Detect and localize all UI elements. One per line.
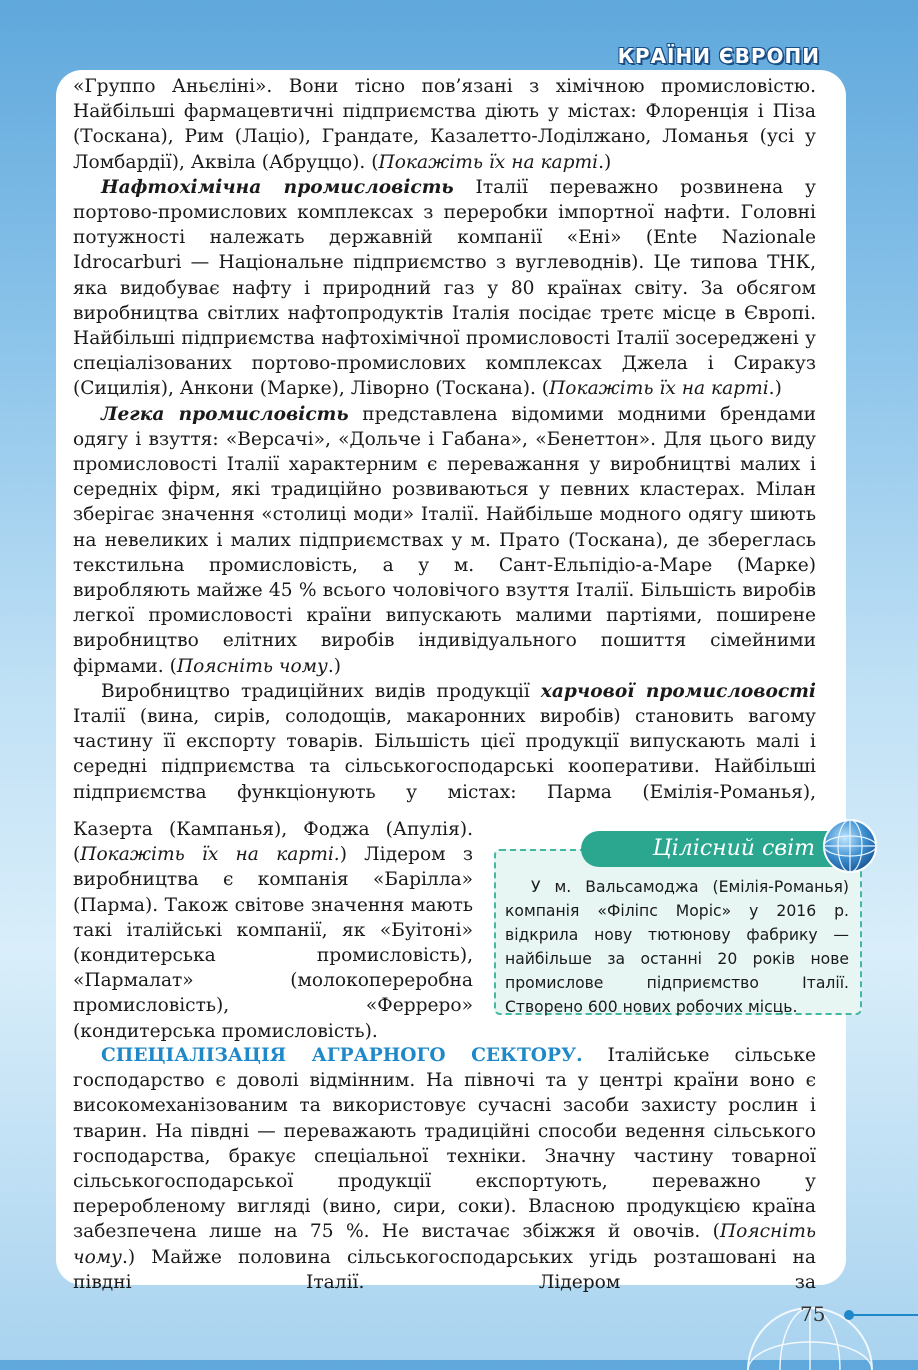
paragraph-pharma: «Группо Аньєліні». Вони тісно пов’язані з хімічною промисловістю. Найбільші фармацевтичні підприємства діють у містах: Флоренція і Піза (Тоскана), Рим (Лаціо), Грандате, Казалетто-Лоділжано, Ломанья (усі у Ломбардії), Аквіла (Абруццо). (Покажіть їх на карті.) — [73, 76, 816, 173]
agrarian-text — [73, 1043, 816, 1295]
sidebar-text: У м. Вальсамоджа (Емілія-Романья) компанія «Філіпс Моріс» у 2016 р. відкрила нову тютюнову фабрику — найбільше за останні 20 років нове промислове підприємство Італії. Створено 600 нових робочих місць. — [505, 878, 849, 1016]
paragraph-light-industry: Легка промисловість представлена відомими модними брендами одягу і взуття: «Версачі», «Дольче і Габана», «Бенеттон». Для цього виду промисловості Італії характерним є переважання у виробництві малих і середніх фірм, які традиційно розвиваються у певних кластерах. Мілан зберігає значення «столиці моди» Італії. Найбільше модного одягу шиють на невеликих і малих підприємствах у м. Прато (Тоскана), де збереглась текстильна промисловість, а у м. Сант-Ельпідіо-а-Маре (Марке) виробляють майже 45 % всього чоловічого взуття Італії. Більшість виробів легкої промисловості країни випускають малими партіями, поширене виробництво елітних виробів індивідуального пошиття сімейними фірмами. (Поясніть чому.) — [73, 403, 816, 677]
page-number: 75 — [800, 1302, 826, 1326]
food-industry-column: Казерта (Кампанья), Фоджа (Апулія). (Покажіть їх на карті.) Лідером з виробництва є компанія «Барілла» (Парма). Також світове значення мають такі італійські компанії, як «Буітоні» (кондитерська промисловість), «Пармалат» (молокопереробна промисловість), «Ферреро» (кондитерська промисловість). — [73, 819, 473, 1042]
section-title: КРАЇНИ ЄВРОПИ — [617, 44, 820, 68]
paragraph-food-industry: Виробництво традиційних видів продукції харчової промисловості Італії (вина, сирів, солодощів, макаронних виробів) становить вагому частину її експорту товарів. Більшість цієї продукції випускають малі і середні підприємства та сільськогосподарські кооперативи. Найбільші підприємства функціонують у містах: Парма (Емілія-Романья), — [73, 680, 816, 803]
sidebar-title: Цілісний світ — [581, 831, 843, 867]
globe-icon — [822, 818, 878, 874]
page-marker-line — [852, 1314, 918, 1316]
main-text — [73, 74, 816, 805]
paragraph-agrarian: СПЕЦІАЛІЗАЦІЯ АГРАРНОГО СЕКТОРУ. Італійське сільське господарство є доволі відмінним. На півночі та у центрі країни воно є високомеханізованим та використовує сучасні засоби захисту рослин і тварин. На півдні — переважають традиційні способи ведення сільського господарства, бракує спеціальної техніки. Значну частину товарної сільськогосподарської продукції експортують, переважно у переробленому вигляді (вино, сири, соки). Власною продукцією країна забезпечена лише на 75 %. Не вистачає збіжжя й овочів. (Поясніть чому.) Майже половина сільськогосподарських угідь розташовані на півдні Італії. Лідером за — [73, 1045, 817, 1293]
paragraph-petrochemical: Нафтохімічна промисловість Італії переважно розвинена у портово-промислових комплексах з переробки імпортної нафти. Головні потужності належать державній компанії «Ені» (Ente Nazionale Idrocarburi — Національне підприємство з вуглеводнів). Це типова ТНК, яка видобуває нафту і природний газ у 80 країнах світу. За обсягом виробництва світлих нафтопродуктів Італія посідає третє місце в Європі. Найбільші підприємства нафтохімічної промисловості Італії зосереджені у спеціалізованих портово-промислових комплексах Джела і Сиракуз (Сицилія), Анкони (Марке), Ліворно (Тоскана). (Покажіть їх на карті.) — [73, 176, 816, 400]
